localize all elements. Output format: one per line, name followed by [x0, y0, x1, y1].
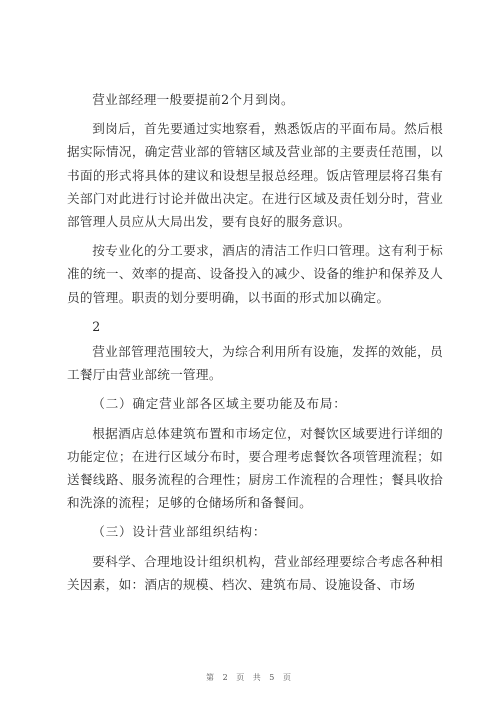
section-number: 2: [92, 318, 101, 334]
heading-functions-layout: （二）确定营业部各区域主要功能及布局：: [92, 396, 347, 412]
paragraph-org-design: 要科学、合理地设计组织机构，营业部经理要综合考虑各种相关因素，如：酒店的规模、档次、建筑布局、设施设备、市场: [67, 553, 443, 592]
page-footer: 第 2 页 共 5 页: [206, 673, 294, 682]
heading-org-structure: （三）设计营业部组织结构：: [92, 524, 267, 540]
paragraph-arrival-timing: 营业部经理一般要提前2个月到岗。: [92, 92, 294, 107]
document-body: [67, 88, 443, 602]
paragraph-after-arrival: 到岗后，首先要通过实地察看，熟悉饭店的平面布局。然后根据实际情况，确定营业部的管辖区域及营业部的主要责任范围，以书面的形式将具体的建议和设想呈报总经理。饭店管理层将召集有关部门对此进行讨论并做出决定。在进行区域及责任划分时，营业部管理人员应从大局出发，要有良好的服务意识。: [67, 121, 443, 230]
paragraph-functional-positioning: 根据酒店总体建筑布置和市场定位，对餐饮区域要进行详细的功能定位；在进行区域分布时，要合理考虑餐饮各项管理流程；如送餐线路、服务流程的合理性；厨房工作流程的合理性；餐具收拾和洗涤的流程；足够的仓储场所和备餐间。: [67, 425, 443, 511]
paragraph-specialization: 按专业化的分工要求，酒店的清洁工作归口管理。这有利于标准的统一、效率的提高、设备投入的减少、设备的维护和保养及人员的管理。职责的划分要明确，以书面的形式加以确定。: [67, 243, 443, 305]
paragraph-management-scope: 营业部管理范围较大，为综合利用所有设施，发挥的效能，员工餐厅由营业部统一管理。: [67, 344, 443, 383]
